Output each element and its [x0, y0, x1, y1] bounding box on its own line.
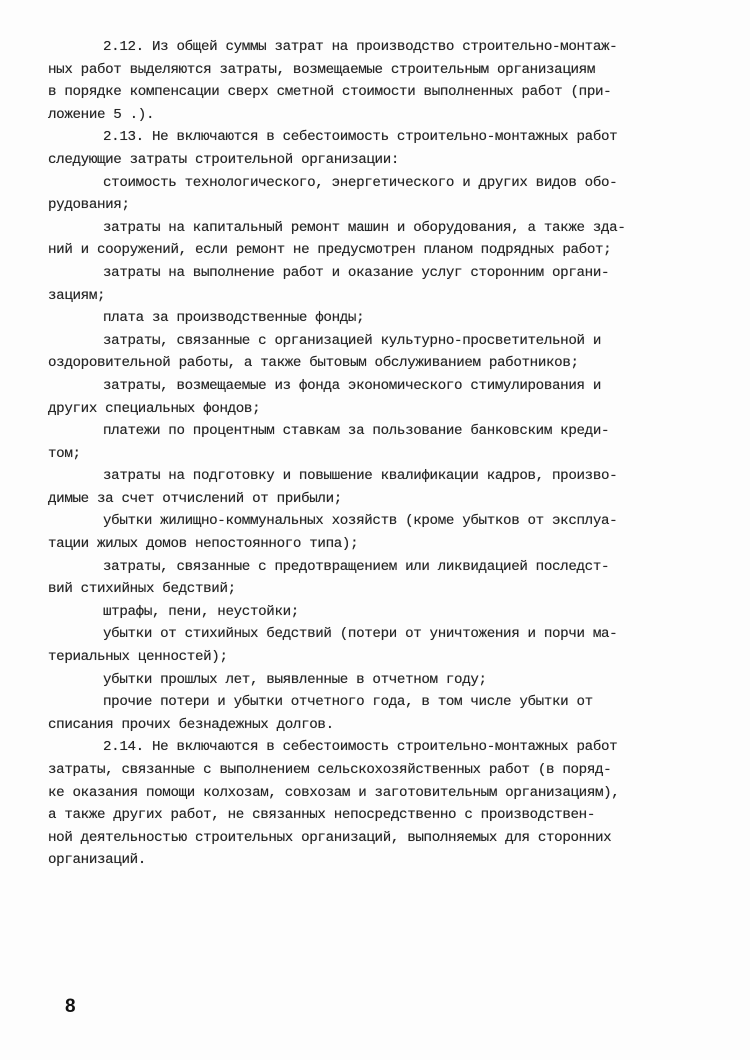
page-number: 8 — [65, 996, 76, 1017]
text-line: организаций. — [48, 852, 146, 869]
text-line: в порядке компенсации сверх сметной стоимости выполненных работ (при- — [48, 84, 612, 101]
text-line: 2.14. Не включаются в себестоимость строительно-монтажных работ — [103, 739, 618, 756]
text-line: штрафы, пени, неустойки; — [103, 603, 299, 620]
text-line: затраты, связанные с предотвращением или ликвидацией последст- — [103, 558, 610, 575]
text-line: прочие потери и убытки отчетного года, в том числе убытки от — [103, 694, 593, 711]
text-line: затраты на подготовку и повышение квалификации кадров, произво- — [103, 468, 618, 485]
text-line: зациям; — [48, 287, 106, 304]
text-line: том; — [48, 445, 81, 462]
text-line: ке оказания помощи колхозам, совхозам и заготовительным организациям), — [48, 784, 620, 801]
text-line: затраты на выполнение работ и оказание услуг сторонним органи- — [103, 264, 610, 281]
text-line: платежи по процентным ставкам за пользование банковским креди- — [103, 423, 610, 440]
text-line: тации жилых домов непостоянного типа); — [48, 536, 359, 553]
text-line: териальных ценностей); — [48, 649, 228, 666]
text-line: ложение 5 .). — [48, 106, 155, 123]
text-line: 2.12. Из общей суммы затрат на производство строительно-монтаж- — [103, 39, 618, 55]
text-line: убытки жилищно-коммунальных хозяйств (кроме убытков от эксплуа- — [103, 513, 618, 530]
text-line: других специальных фондов; — [48, 400, 261, 417]
text-line: плата за производственные фонды; — [103, 310, 365, 327]
text-line: списания прочих безнадежных долгов. — [48, 716, 334, 733]
text-line: убытки от стихийных бедствий (потери от уничтожения и порчи ма- — [103, 626, 618, 643]
text-line: ний и сооружений, если ремонт не предусмотрен планом подрядных работ; — [48, 242, 612, 259]
text-line: затраты, связанные с выполнением сельскохозяйственных работ (в поряд- — [48, 762, 612, 778]
text-line: затраты, возмещаемые из фонда экономического стимулирования и — [103, 377, 601, 394]
text-line: убытки прошлых лет, выявленные в отчетном году; — [103, 671, 487, 688]
text-line: а также других работ, не связанных непосредственно с производствен- — [48, 807, 595, 824]
text-line: затраты на капитальный ремонт машин и оборудования, а также зда- — [103, 219, 626, 236]
text-line: следующие затраты строительной организации: — [48, 151, 400, 168]
text-line: 2.13. Не включаются в себестоимость строительно-монтажных работ — [103, 129, 618, 146]
text-line: димые за счет отчислений от прибыли; — [48, 490, 342, 507]
text-line: рудования; — [48, 197, 130, 214]
text-line: ных работ выделяются затраты, возмещаемые строительным организациям — [48, 61, 595, 78]
text-line: ной деятельностью строительных организаций, выполняемых для сторонних — [48, 829, 612, 846]
text-line: оздоровительной работы, а также бытовым обслуживанием работников; — [48, 355, 579, 372]
document-body — [48, 36, 738, 872]
text-line: вий стихийных бедствий; — [48, 581, 236, 598]
text-line: стоимость технологического, энергетического и других видов обо- — [103, 174, 618, 191]
text-line: затраты, связанные с организацией культурно-просветительной и — [103, 332, 601, 349]
